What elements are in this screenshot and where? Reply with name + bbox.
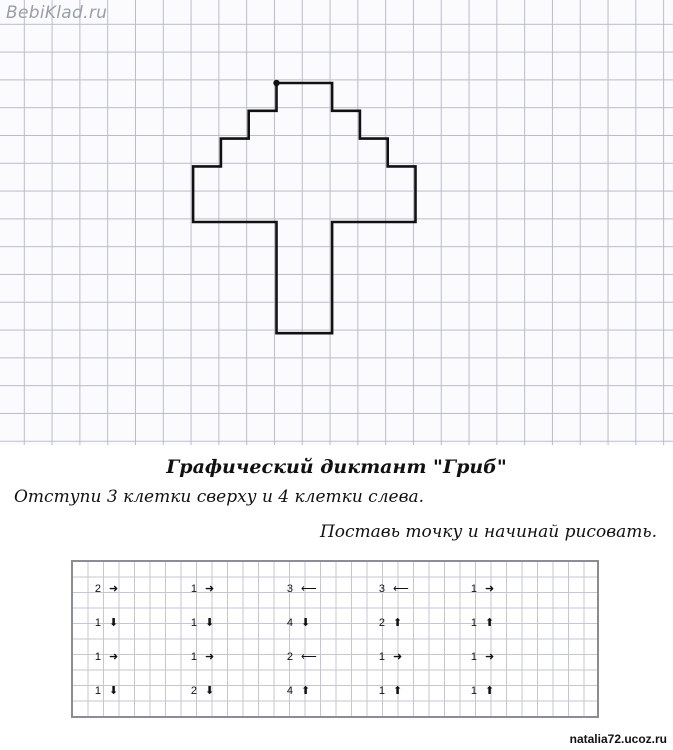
dictation-step xyxy=(375,582,409,596)
arrow-up-icon: ⬆ xyxy=(393,685,403,697)
arrow-up-icon: ⬆ xyxy=(485,617,495,629)
arrow-right-icon: ➜ xyxy=(485,583,495,595)
watermark: BebiKlad.ru xyxy=(6,3,108,23)
arrow-right-icon: ➜ xyxy=(205,583,215,595)
dictation-step xyxy=(187,650,214,664)
step-count: 4 xyxy=(286,685,293,697)
dictation-step xyxy=(283,616,310,630)
dictation-step xyxy=(467,582,494,596)
dictation-step xyxy=(187,582,214,596)
arrow-up-icon: ⬆ xyxy=(301,685,311,697)
source-url: natalia72.ucoz.ru xyxy=(569,732,667,746)
step-count: 1 xyxy=(378,685,385,697)
dictation-step xyxy=(187,684,214,698)
mushroom-outline xyxy=(193,83,415,333)
arrow-up-icon: ⬆ xyxy=(485,685,495,697)
dictation-step xyxy=(283,684,310,698)
instruction-line-1: Отступи 3 клетки сверху и 4 клетки слева. xyxy=(14,487,425,507)
page-title: Графический диктант "Гриб" xyxy=(166,456,507,478)
step-count: 2 xyxy=(286,651,293,663)
dictation-step xyxy=(375,684,402,698)
step-count: 1 xyxy=(190,617,197,629)
step-count: 1 xyxy=(378,651,385,663)
step-count: 2 xyxy=(378,617,385,629)
dictation-step xyxy=(187,616,214,630)
step-count: 4 xyxy=(286,617,293,629)
arrow-right-icon: ➜ xyxy=(109,651,119,663)
arrow-up-icon: ⬆ xyxy=(393,617,403,629)
step-count: 1 xyxy=(470,651,477,663)
dictation-step xyxy=(91,650,118,664)
dictation-step xyxy=(375,616,402,630)
arrow-right-icon: ➜ xyxy=(109,583,119,595)
step-count: 3 xyxy=(286,583,293,595)
arrow-right-icon: ➜ xyxy=(485,651,495,663)
step-count: 1 xyxy=(470,617,477,629)
dictation-step xyxy=(91,582,118,596)
arrow-left-icon: ⟵ xyxy=(301,583,317,595)
step-count: 2 xyxy=(94,583,101,595)
step-count: 1 xyxy=(470,685,477,697)
dictation-step xyxy=(283,582,317,596)
start-point xyxy=(273,80,279,86)
dictation-step xyxy=(375,650,402,664)
step-count: 1 xyxy=(190,651,197,663)
arrow-right-icon: ➜ xyxy=(205,651,215,663)
step-count: 1 xyxy=(94,685,101,697)
instruction-line-2: Поставь точку и начинай рисовать. xyxy=(319,522,657,542)
arrow-down-icon: ⬇ xyxy=(205,617,215,629)
dictation-step xyxy=(467,616,494,630)
step-count: 2 xyxy=(190,685,197,697)
dictation-step xyxy=(91,684,118,698)
dictation-step xyxy=(467,684,494,698)
step-count: 1 xyxy=(94,617,101,629)
arrow-down-icon: ⬇ xyxy=(205,685,215,697)
arrow-left-icon: ⟵ xyxy=(301,651,317,663)
step-count: 1 xyxy=(94,651,101,663)
arrow-left-icon: ⟵ xyxy=(393,583,409,595)
dictation-step xyxy=(467,650,494,664)
arrow-down-icon: ⬇ xyxy=(109,617,119,629)
arrow-down-icon: ⬇ xyxy=(301,617,311,629)
arrow-down-icon: ⬇ xyxy=(109,685,119,697)
dictation-step xyxy=(91,616,118,630)
step-count: 1 xyxy=(470,583,477,595)
step-count: 3 xyxy=(378,583,385,595)
step-count: 1 xyxy=(190,583,197,595)
arrow-right-icon: ➜ xyxy=(393,651,403,663)
dictation-step xyxy=(283,650,317,664)
dictation-table xyxy=(71,560,599,718)
